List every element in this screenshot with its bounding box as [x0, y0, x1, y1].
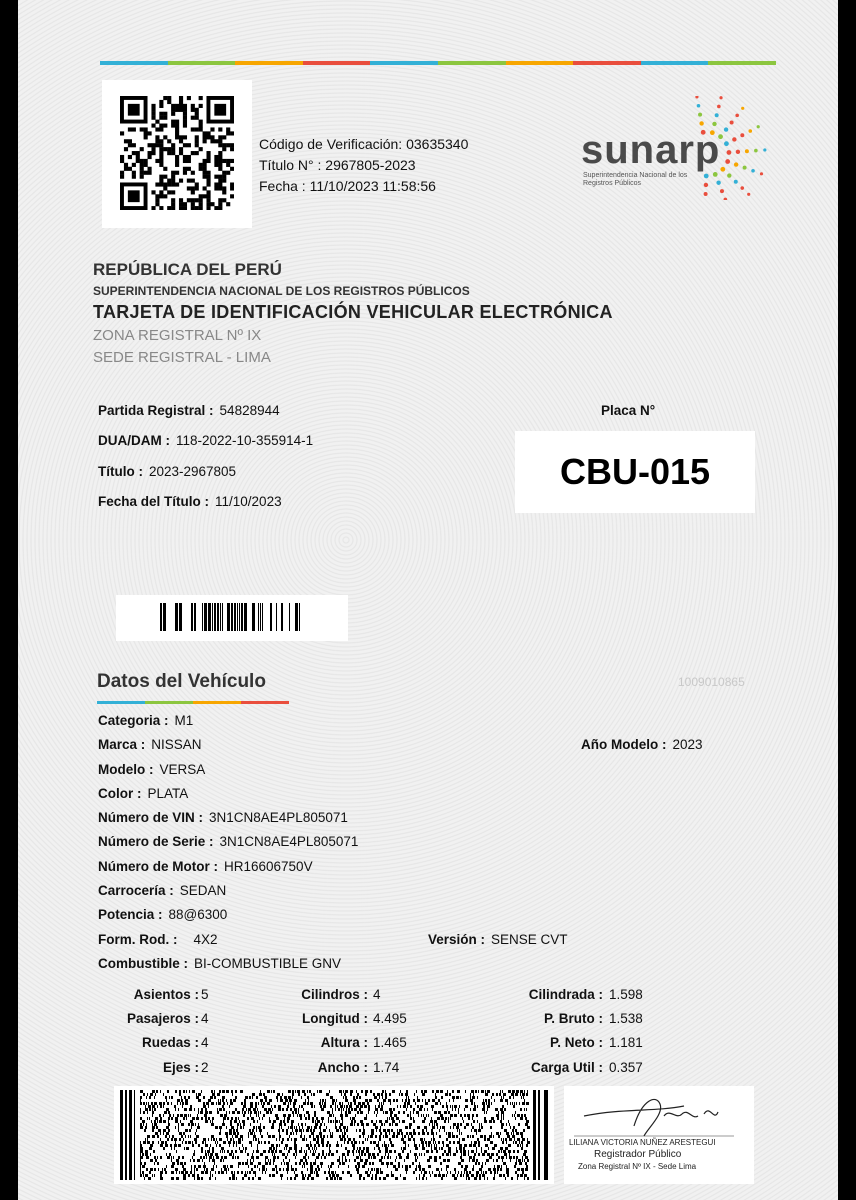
label-longitud: Longitud :: [302, 1011, 368, 1026]
color-stripe: [100, 61, 776, 65]
qr-code: [102, 80, 252, 228]
field-serie: Número de Serie : 3N1CN8AE4PL805071: [98, 834, 359, 849]
label-cilindrada: Cilindrada :: [528, 987, 603, 1002]
verification-block: [259, 134, 468, 197]
logo-subtitle: Superintendencia Nacional de los Registros Públicos: [583, 172, 688, 187]
label-ancho: Ancho :: [317, 1060, 368, 1075]
field-modelo: Modelo : VERSA: [98, 762, 206, 777]
field-carroceria: Carrocería : SEDAN: [98, 883, 227, 898]
field-partida: Partida Registral : 54828944: [98, 403, 280, 418]
heading-sede: SEDE REGISTRAL - LIMA: [93, 349, 271, 366]
field-potencia: Potencia : 88@6300: [98, 907, 228, 922]
label-carga-util: Carga Util :: [530, 1060, 603, 1075]
value-altura: 1.465: [373, 1035, 407, 1050]
logo-word: sunarp: [581, 128, 721, 172]
value-pasajeros: 4: [201, 1011, 209, 1026]
field-version: Versión : SENSE CVT: [428, 932, 568, 947]
value-carga-util: 0.357: [609, 1060, 643, 1075]
section-title: Datos del Vehículo: [97, 671, 266, 692]
signer-zone: Zona Registral Nº IX - Sede Lima: [578, 1162, 697, 1171]
value-ejes: 2: [201, 1060, 209, 1075]
plate-number: CBU-015: [559, 451, 711, 492]
vehicle-id-card: [18, 0, 838, 1200]
title-number: Título N° : 2967805-2023: [259, 157, 416, 173]
heading-zona: ZONA REGISTRAL Nº IX: [93, 327, 262, 344]
signature-block: [564, 1086, 754, 1184]
section-underline: [97, 701, 289, 704]
label-altura: Altura :: [320, 1035, 368, 1050]
value-p-bruto: 1.538: [609, 1011, 643, 1026]
label-ejes: Ejes :: [162, 1060, 199, 1075]
signature-icon: [564, 1086, 754, 1146]
field-form-rod: Form. Rod. : 4X2: [98, 932, 218, 947]
value-cilindros: 4: [373, 987, 381, 1002]
field-fecha-titulo: Fecha del Título : 11/10/2023: [98, 494, 282, 509]
value-cilindrada: 1.598: [609, 987, 643, 1002]
signer-role: Registrador Público: [594, 1149, 682, 1160]
barcode-small: [116, 595, 348, 641]
verification-code: Código de Verificación: 03635340: [259, 136, 469, 152]
heading-republica: REPÚBLICA DEL PERÚ: [93, 260, 282, 279]
label-cilindros: Cilindros :: [301, 987, 368, 1002]
signer-name: LILIANA VICTORIA NUÑEZ ARESTEGUI: [569, 1138, 716, 1147]
label-ruedas: Ruedas :: [141, 1035, 199, 1050]
field-marca: Marca : NISSAN: [98, 737, 202, 752]
label-p-neto: P. Neto :: [549, 1035, 603, 1050]
label-p-bruto: P. Bruto :: [543, 1011, 603, 1026]
value-ancho: 1.74: [373, 1060, 400, 1075]
barcode-pdf417: [114, 1086, 554, 1184]
heading-superintendencia: SUPERINTENDENCIA NACIONAL DE LOS REGISTROS PÚBLICOS: [93, 284, 470, 298]
field-vin: Número de VIN : 3N1CN8AE4PL805071: [98, 810, 348, 825]
document-code: 1009010865: [678, 675, 745, 689]
field-motor: Número de Motor : HR16606750V: [98, 859, 313, 874]
sunarp-logo: [581, 96, 771, 200]
label-pasajeros: Pasajeros :: [126, 1011, 199, 1026]
value-asientos: 5: [201, 987, 209, 1002]
value-ruedas: 4: [201, 1035, 209, 1050]
field-titulo: Título : 2023-2967805: [98, 464, 237, 479]
field-combustible: Combustible : BI-COMBUSTIBLE GNV: [98, 956, 342, 971]
field-anio-modelo: Año Modelo : 2023: [581, 737, 703, 752]
field-dua: DUA/DAM : 118-2022-10-355914-1: [98, 433, 314, 448]
heading-tarjeta: TARJETA DE IDENTIFICACIÓN VEHICULAR ELECTRÓNICA: [93, 302, 613, 322]
value-p-neto: 1.181: [609, 1035, 643, 1050]
plate-box: [515, 431, 755, 513]
field-color: Color : PLATA: [98, 786, 189, 801]
issue-date: Fecha : 11/10/2023 11:58:56: [259, 178, 436, 194]
value-longitud: 4.495: [373, 1011, 407, 1026]
label-asientos: Asientos :: [133, 987, 199, 1002]
plate-label: Placa N°: [601, 403, 656, 418]
field-categoria: Categoria : M1: [98, 713, 194, 728]
